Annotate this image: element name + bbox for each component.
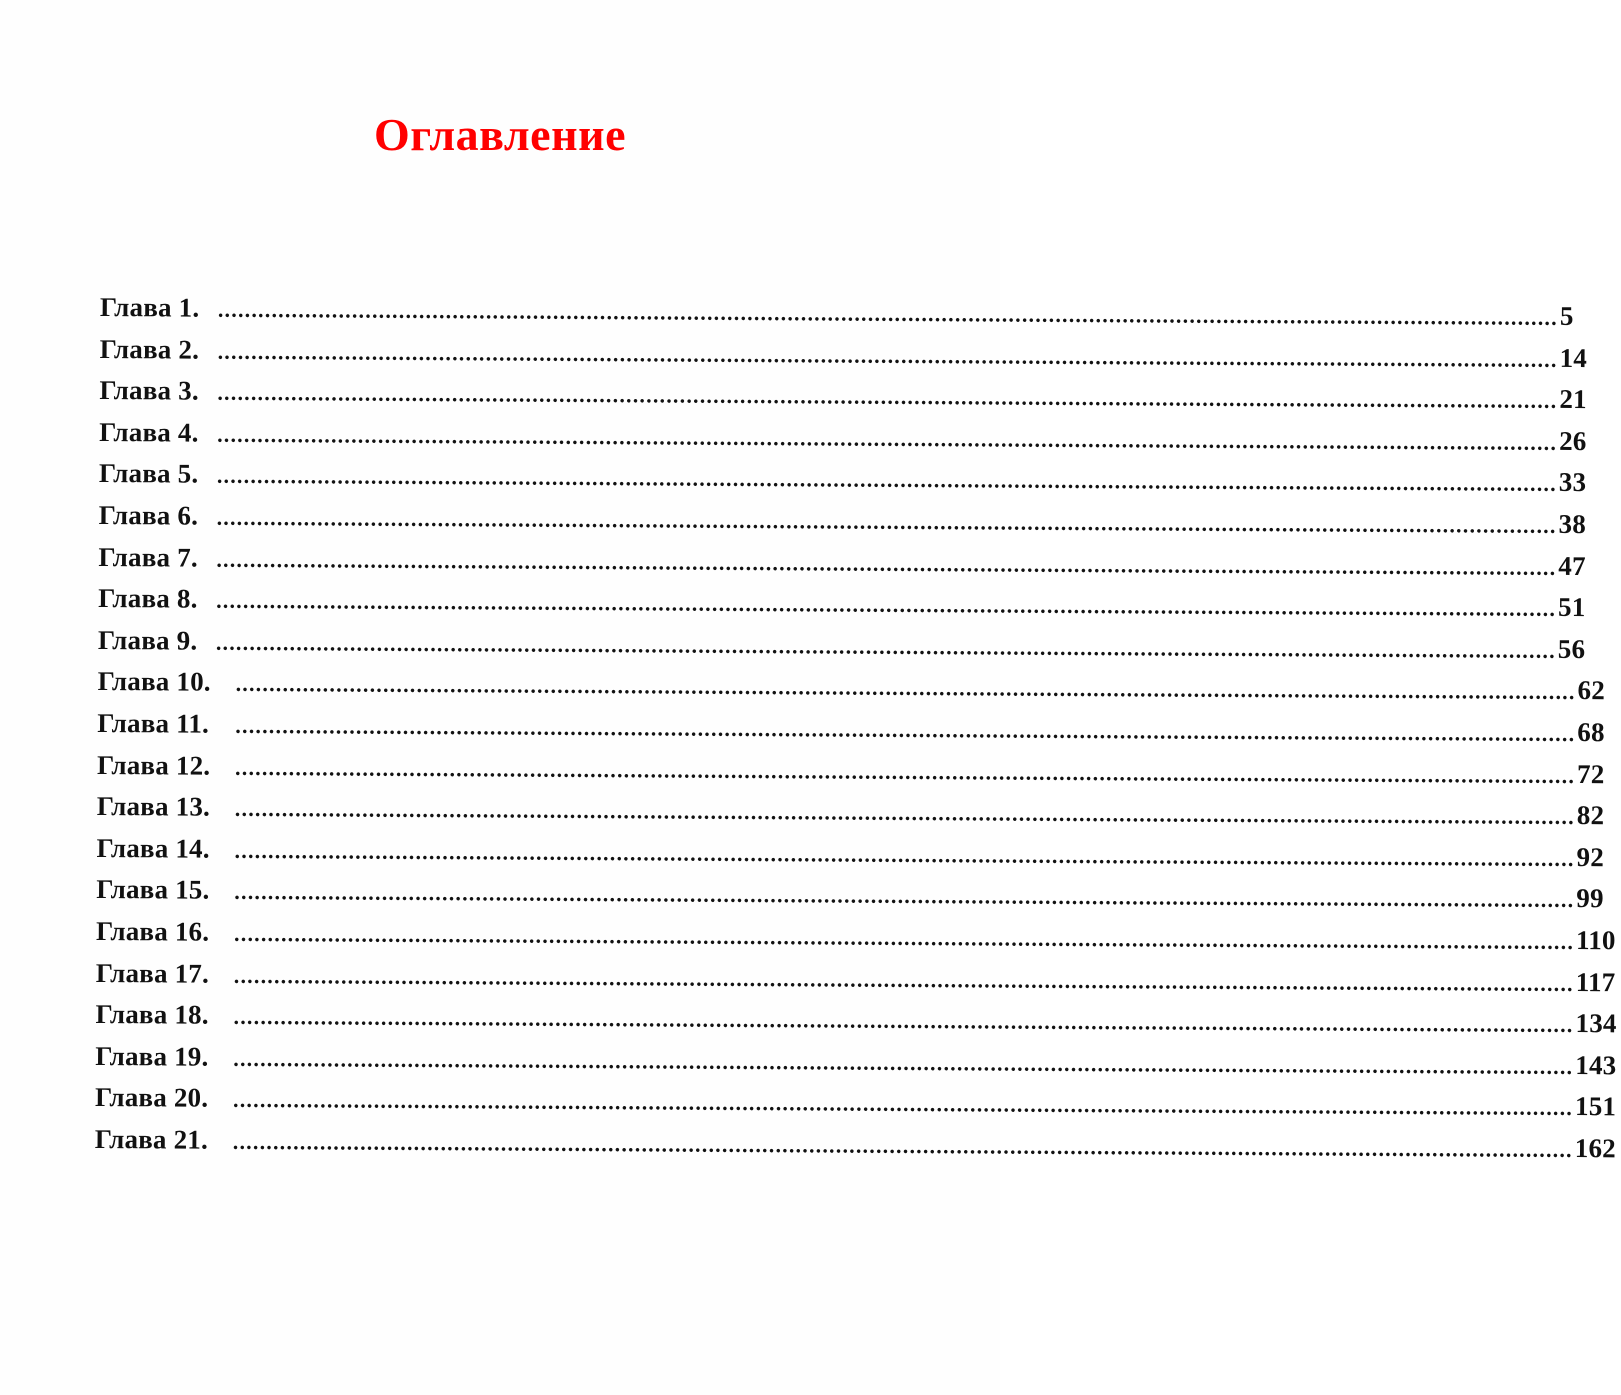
toc-entry[interactable] (98, 541, 1586, 589)
toc-entry[interactable] (96, 915, 1616, 963)
toc-entry[interactable] (99, 375, 1587, 422)
toc-entry[interactable] (99, 292, 1574, 339)
toc-entry-label: Глава 21. (94, 1123, 209, 1155)
toc-entry-label: Глава 18. (95, 999, 209, 1030)
toc-entry-page: 117 (1575, 966, 1616, 997)
toc-dot-leader: ........................................................................................................................................................................................................ (217, 338, 1558, 372)
toc-entry-label: Глава 7. (98, 541, 198, 573)
toc-entry[interactable] (95, 957, 1616, 1004)
toc-entry-label: Глава 10. (97, 666, 211, 698)
toc-dot-leader: ........................................................................................................................................................................................................ (233, 1003, 1574, 1038)
toc-dot-leader: ........................................................................................................................................................................................................ (216, 587, 1557, 622)
toc-entry-label: Глава 13. (96, 791, 211, 822)
toc-entry-label: Глава 19. (95, 1040, 209, 1072)
toc-dot-leader: ........................................................................................................................................................................................................ (216, 504, 1557, 538)
toc-entry[interactable] (98, 499, 1587, 547)
toc-entry-label: Глава 14. (96, 832, 210, 864)
toc-entry-label: Глава 9. (97, 624, 198, 656)
toc-dot-leader: ........................................................................................................................................................................................................ (216, 546, 1557, 580)
toc-entry[interactable] (96, 791, 1605, 838)
toc-entry-page: 56 (1557, 633, 1586, 664)
toc-entry[interactable] (96, 874, 1604, 921)
toc-entry[interactable] (96, 832, 1605, 880)
toc-entry-label: Глава 3. (99, 375, 199, 406)
toc-entry-page: 151 (1574, 1091, 1617, 1122)
toc-entry-page: 14 (1559, 342, 1588, 373)
toc-entry-page: 47 (1558, 550, 1586, 581)
toc-entry-label: Глава 16. (96, 915, 210, 947)
toc-entry-page: 38 (1558, 508, 1587, 540)
toc-entry-label: Глава 15. (96, 874, 210, 905)
toc-entry[interactable] (94, 1123, 1616, 1171)
toc-entry[interactable] (97, 666, 1606, 713)
toc-entry[interactable] (98, 458, 1587, 505)
toc-entry-page: 110 (1575, 924, 1616, 956)
toc-dot-leader: ........................................................................................................................................................................................................ (234, 879, 1575, 913)
toc-entry-label: Глава 17. (95, 957, 210, 989)
toc-entry-label: Глава 4. (99, 416, 199, 448)
toc-entry-label: Глава 6. (98, 499, 199, 531)
toc-dot-leader: ........................................................................................................................................................................................................ (233, 962, 1574, 996)
toc-entry-label: Глава 5. (98, 458, 199, 489)
toc-entry-page: 21 (1559, 384, 1587, 415)
toc-dot-leader: ........................................................................................................................................................................................................ (217, 296, 1558, 330)
toc-entry-page: 26 (1559, 425, 1587, 456)
toc-entry-page: 68 (1577, 716, 1605, 748)
toc-entry-page: 99 (1576, 883, 1604, 914)
toc-entry-label: Глава 2. (99, 333, 200, 365)
toc-entry-page: 92 (1576, 841, 1605, 872)
toc-dot-leader: ........................................................................................................................................................................................................ (232, 1128, 1573, 1162)
toc-dot-leader: ........................................................................................................................................................................................................ (232, 1087, 1574, 1121)
page-title: Оглавление (373, 109, 627, 160)
toc-dot-leader: ........................................................................................................................................................................................................ (235, 754, 1576, 788)
toc-dot-leader: ........................................................................................................................................................................................................ (233, 1045, 1574, 1079)
toc-entry[interactable] (99, 416, 1587, 464)
toc-entry-page: 51 (1558, 592, 1586, 623)
toc-entry-page: 143 (1575, 1049, 1617, 1080)
toc-entry-label: Глава 20. (94, 1082, 209, 1113)
toc-entry-label: Глава 8. (98, 583, 198, 614)
toc-entry-label: Глава 12. (97, 749, 211, 781)
toc-entry-page: 62 (1577, 675, 1606, 706)
toc-entry-page: 162 (1574, 1132, 1616, 1164)
toc-entry-page: 33 (1558, 467, 1587, 498)
toc-entry[interactable] (95, 999, 1617, 1046)
toc-entry-page: 134 (1575, 1008, 1617, 1039)
toc-entry[interactable] (99, 333, 1588, 381)
toc-entry-page: 5 (1559, 300, 1574, 332)
toc-dot-leader: ........................................................................................................................................................................................................ (234, 837, 1575, 871)
table-of-contents (94, 292, 1617, 1170)
toc-entry[interactable] (94, 1082, 1617, 1129)
toc-entry[interactable] (98, 583, 1586, 630)
toc-entry[interactable] (97, 749, 1605, 797)
toc-dot-leader: ........................................................................................................................................................................................................ (216, 463, 1557, 497)
toc-entry[interactable] (95, 1040, 1617, 1088)
toc-dot-leader: ........................................................................................................................................................................................................ (215, 629, 1556, 663)
toc-dot-leader: ........................................................................................................................................................................................................ (234, 920, 1575, 954)
toc-dot-leader: ........................................................................................................................................................................................................ (235, 671, 1576, 705)
toc-dot-leader: ........................................................................................................................................................................................................ (217, 379, 1558, 414)
toc-dot-leader: ........................................................................................................................................................................................................ (235, 712, 1576, 746)
toc-dot-leader: ........................................................................................................................................................................................................ (234, 795, 1575, 830)
toc-entry-page: 82 (1576, 800, 1605, 831)
toc-dot-leader: ........................................................................................................................................................................................................ (217, 421, 1558, 455)
toc-entry[interactable] (97, 707, 1605, 755)
toc-entry-page: 72 (1576, 758, 1605, 789)
toc-entry-label: Глава 1. (99, 292, 200, 323)
toc-entry-label: Глава 11. (97, 707, 210, 739)
toc-entry[interactable] (97, 624, 1586, 672)
